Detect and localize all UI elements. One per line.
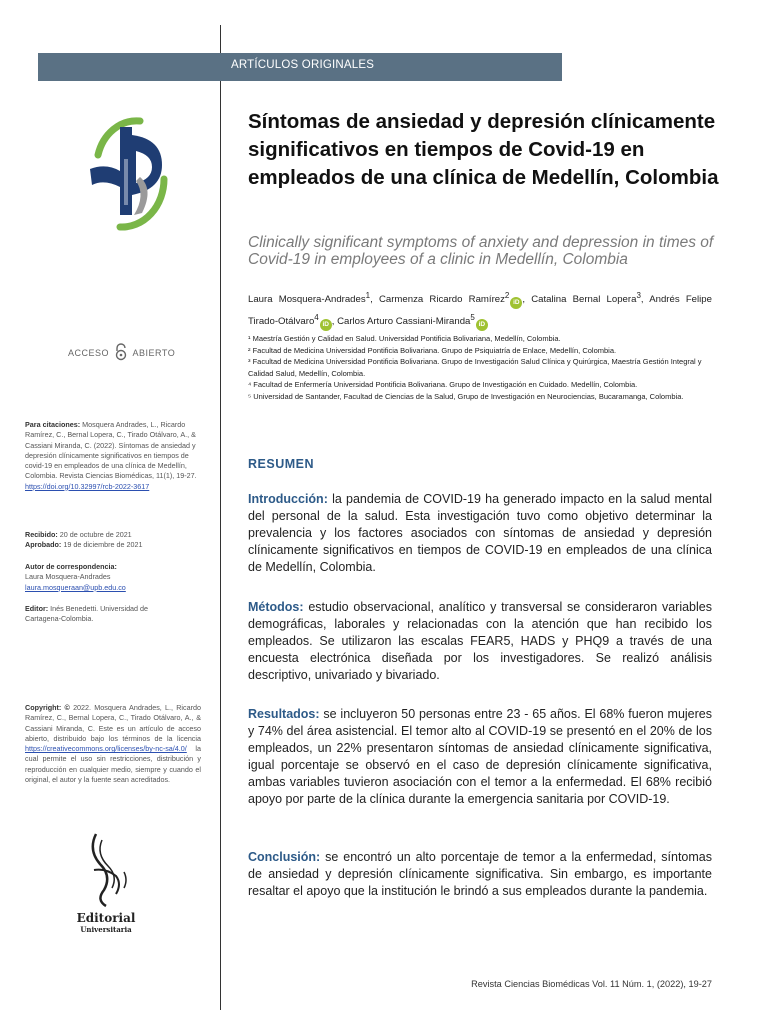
conclusion-text: se encontró un alto porcentaje de temor a la enfermedad, síntomas de ansiedad y depresión clínicamente significativa. Sin embargo, es importante resaltar el apoyo que la institución le brindó a sus empleados durante la pandemia. xyxy=(248,850,712,898)
affiliation-item: ¹ Maestría Gestión y Calidad en Salud. Universidad Pontificia Bolivariana, Medellín, Colombia. xyxy=(248,334,561,343)
open-access-badge xyxy=(68,343,178,361)
methods-text: estudio observacional, analítico y transversal se consideraron variables demográficas, laborales y relacionadas con la atención que han recibido los empleados. Se utilizaron las escalas FEAR5, HADS y PHQ9 a través de una encuesta electrónica diseñada por los investigadores. Se realizó análisis descriptivo, univariado y bivariado. xyxy=(248,600,712,682)
abstract-methods xyxy=(248,599,712,684)
introduction-text: la pandemia de COVID-19 ha generado impacto en la salud mental del personal de la salud. Esta investigación tuvo como objetivo determinar la prevalencia y los factores asociados con síntomas de ansiedad y depresión clínicamente significativos en tiempos de COVID-19 en empleados de una clínica de Medellín, Colombia. xyxy=(248,492,712,574)
affiliation-item: ⁴ Facultad de Enfermería Universidad Pontificia Bolivariana. Grupo de Investigación en Cuidado. Medellín, Colombia. xyxy=(248,380,638,389)
copyright-block xyxy=(25,703,201,785)
copyright-tail: la cual permite el uso sin restricciones, distribución y reproducción en cualquier medio, siempre y cuando el original, el autor y la fuente sean acreditados. xyxy=(25,744,201,785)
affiliations-list xyxy=(248,333,712,402)
orcid-icon[interactable]: iD xyxy=(320,319,332,331)
editor-text: Inés Benedetti. Universidad de Cartagena-Colombia. xyxy=(25,604,149,624)
journal-footer: Revista Ciencias Biomédicas Vol. 11 Núm. 1, (2022), 19-27 xyxy=(471,979,712,989)
approved-date: 19 de diciembre de 2021 xyxy=(63,540,143,550)
affiliation-item: ⁵ Universidad de Santander, Facultad de Ciencias de la Salud, Grupo de Investigación en Neurociencias, Bucaramanga, Colombia. xyxy=(248,391,684,401)
citation-block xyxy=(25,420,197,492)
received-label: Recibido: xyxy=(25,530,58,539)
editor-block xyxy=(25,604,185,625)
doi-link[interactable]: https://doi.org/10.32997/rcb-2022-3617 xyxy=(25,481,150,491)
copyright-text: 2022. Mosquera Andrades, L., Ricardo Ramírez, C., Bernal Lopera, C., Tirado Otálvaro, A., & Cassiani Miranda, C. Este es un artículo de acceso abierto, distribuido bajo los términos de la licencia xyxy=(25,703,201,743)
citation-label: Para citaciones: xyxy=(25,420,81,429)
approved-label: Aprobado: xyxy=(25,540,62,550)
correspondence-name: Laura Mosquera-Andrades xyxy=(25,572,111,582)
section-banner xyxy=(38,53,562,81)
article-title-english: Clinically significant symptoms of anxiety and depression in times of Covid-19 in employees of a clinic in Medellín, Colombia xyxy=(248,234,714,268)
correspondence-email-link[interactable]: laura.mosqueraan@upb.edu.co xyxy=(25,582,126,592)
methods-label: Métodos: xyxy=(248,600,304,614)
results-text: se incluyeron 50 personas entre 23 - 65 años. El 68% fueron mujeres y 74% del área asistencial. El temor alto al COVID-19 se presentó en el 20% de los empleados, un 22% presentaron síntomas de ansiedad clínicamente significativa, igual porcentaje se observó en el caso de depresión clínicamente significativa, ambas variables tuvieron asociación con el temor a la enfermedad. El 68% recibió apoyo por parte de la clínica durante la emergencia sanitaria por COVID-19. xyxy=(248,707,712,806)
author-5: Carlos Arturo Cassiani-Miranda$^5$iD xyxy=(337,316,488,327)
abstract-results xyxy=(248,706,712,808)
open-lock-icon xyxy=(114,343,128,361)
orcid-icon[interactable]: iD xyxy=(510,297,522,309)
abstract-heading: RESUMEN xyxy=(248,457,315,471)
journal-logo xyxy=(80,115,180,233)
dates-block xyxy=(25,530,197,551)
correspondence-label: Autor de correspondencia: xyxy=(25,562,117,571)
open-access-left-label: ACCESO xyxy=(68,348,110,358)
results-label: Resultados: xyxy=(248,707,320,721)
citation-text: Mosquera Andrades, L., Ricardo Ramírez, C., Bernal Lopera, C., Tirado Otálvaro, A., & Cassiani Miranda, C. (2022). Síntomas de ansiedad y depresión clínicamente significativos en tiempos de covid-19 en empleados de una clínica de Medellín, Colombia. Revista Ciencias Biomédicas, 11(1), 19-27. xyxy=(25,420,197,481)
received-date: 20 de octubre de 2021 xyxy=(59,530,132,539)
abstract-conclusion xyxy=(248,849,712,900)
conclusion-label: Conclusión: xyxy=(248,850,321,864)
editorial-universitaria-logo xyxy=(66,830,156,950)
open-access-right-label: ABIERTO xyxy=(132,348,176,358)
author-list: Laura Mosquera-Andrades$^1$, Carmenza Ricardo Ramírez$^2$iD , Catalina Bernal Lopera$^3$, Andrés Felipe Tirado-Otálvaro$^4$iD , Carlos Arturo Cassiani-Miranda$^5$iD xyxy=(248,287,712,331)
abstract-introduction xyxy=(248,491,712,576)
author-3: Catalina Bernal Lopera$^3$ xyxy=(531,291,641,306)
correspondence-block xyxy=(25,562,197,593)
author-2: Carmenza Ricardo Ramírez$^2$iD xyxy=(379,294,522,305)
editorial-subtitle: Universitaria xyxy=(80,925,132,934)
section-label: ARTÍCULOS ORIGINALES xyxy=(231,59,375,71)
author-4: Andrés Felipe Tirado-Otálvaro$^4$iD xyxy=(248,294,712,327)
column-divider xyxy=(220,25,221,1010)
editor-label: Editor: xyxy=(25,604,49,613)
introduction-label: Introducción: xyxy=(248,492,328,506)
article-title: Síntomas de ansiedad y depresión clínicamente significativos en tiempos de Covid-19 en empleados de una clínica de Medellín, Colombia xyxy=(248,110,719,189)
license-link[interactable]: https://creativecommons.org/licenses/by-nc-sa/4.0/ xyxy=(25,744,187,754)
affiliation-item: ³ Facultad de Medicina Universidad Pontificia Bolivariana. Grupo de Investigación Salud Clínica y Quirúrgica, Maestría Gestión Integral y Calidad Salud, Medellín, Colombia. xyxy=(248,357,702,378)
orcid-icon[interactable]: iD xyxy=(476,319,488,331)
author-1: Laura Mosquera-Andrades$^1$ xyxy=(248,291,371,306)
affiliation-item: ² Facultad de Medicina Universidad Pontificia Bolivariana. Grupo de Psiquiatría de Enlace, Medellín, Colombia. xyxy=(248,345,617,355)
copyright-label: Copyright: © xyxy=(25,703,70,712)
editorial-name: Editorial xyxy=(76,911,136,925)
